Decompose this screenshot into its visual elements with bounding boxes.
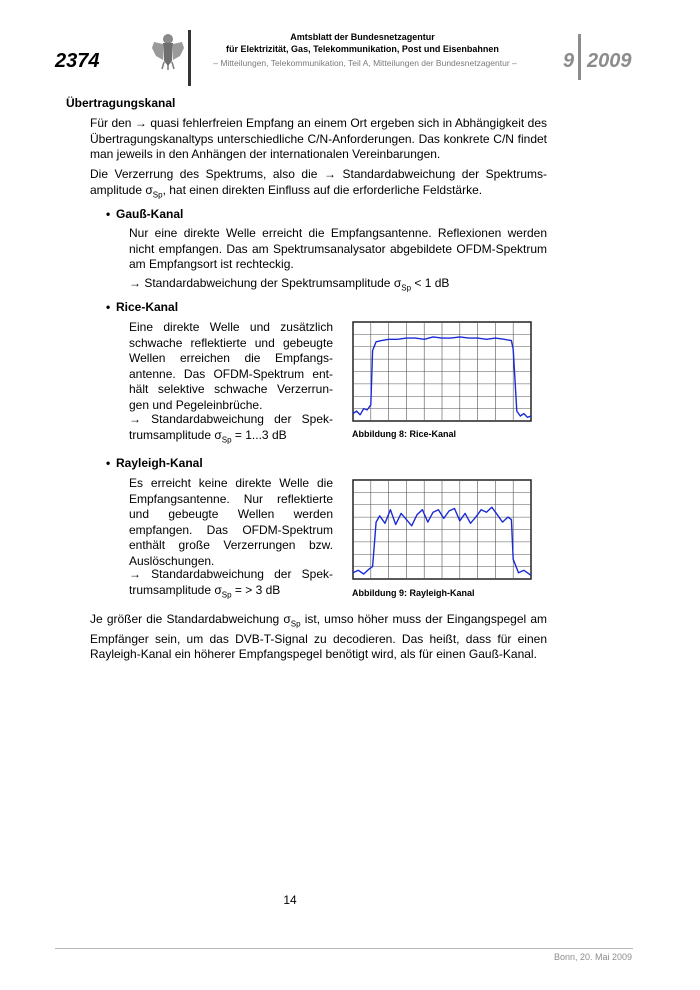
footer-rule (55, 948, 633, 949)
bullet-icon: • (106, 456, 111, 470)
journal-title (200, 31, 525, 55)
rayleigh-caption: Abbildung 9: Rayleigh-Kanal (352, 588, 475, 598)
issue-year: 2009 (587, 50, 632, 72)
rice-caption: Abbildung 8: Rice-Kanal (352, 429, 457, 439)
gauss-heading-label: Gauß-Kanal (116, 207, 184, 221)
conclusion-text-a: Je größer die Standardabweichung σ (90, 612, 291, 626)
rayleigh-result-subscript: Sp (221, 589, 232, 599)
conclusion-paragraph (90, 612, 547, 663)
issue-divider (578, 34, 581, 80)
rayleigh-spectrum-chart (351, 478, 533, 581)
gauss-result-b: < 1 dB (411, 276, 450, 290)
intro-paragraph: Für den → quasi fehlerfreien Empfang an einem Ort ergeben sich in Abhängigkeit des Übertragungskanaltyps unterschiedliche C/N-Anforderungen. Das konkrete C/N findet man jeweils in den Anhängen der internationalen Vereinbarungen. (90, 116, 547, 161)
gauss-text: Nur eine direkte Welle erreicht die Empfangsantenne. Reflexionen werden nicht empfangen. Das am Spektrumsanalysator abgebildete OFDM-Spektrum am Empfangsort ist rechteckig. (129, 226, 547, 271)
journal-subtitle: – Mitteilungen, Telekommunikation, Teil A, Mitteilungen der Bundesnetzagentur – (213, 58, 517, 68)
footer-date: Bonn, 20. Mai 2009 (553, 952, 632, 962)
rayleigh-result-b: = > 3 dB (231, 582, 281, 597)
rice-result-b: = 1...3 dB (231, 427, 287, 442)
rayleigh-result-a: → Standardabweichung der Spek-trumsamplitude σ (129, 567, 333, 597)
rice-result-subscript: Sp (221, 434, 232, 444)
rice-result (129, 412, 333, 447)
conclusion-text-b: ist, umso höher muss der Eingangspegel am Empfänger sein, um das DVB-T-Signal zu decodieren. Das heißt, dass für einen Rayleigh-Kanal ein höherer Empfangspegel benötigt wird, als für einen Gauß-Kanal. (90, 612, 548, 662)
rice-result-a: → Standardabweichung der Spek-trumsamplitude σ (129, 412, 333, 442)
gauss-result (129, 276, 547, 296)
conclusion-subscript: Sp (290, 619, 301, 629)
rice-text: Eine direkte Welle und zusätzlich schwache reflektierte und gebeugte Wellen erreichen die Empfangs-antenne. Das OFDM-Spektrum ent-hält selektive schwache Verzerrun-gen und Pegeleinbrüche. (129, 320, 333, 412)
header-divider (188, 30, 191, 86)
bullet-icon: • (106, 300, 111, 314)
distortion-text-a: Die Verzerrung des Spektrums, also die → Standardabweichung der Spektrums-amplitude σ (90, 167, 547, 197)
gauss-heading (106, 207, 183, 221)
gauss-result-a: → Standardabweichung der Spektrumsamplitude σ (129, 276, 402, 290)
page-number-header: 2374 (55, 50, 100, 72)
bullet-icon: • (106, 207, 111, 221)
rayleigh-heading (106, 456, 203, 470)
rice-heading-label: Rice-Kanal (116, 300, 179, 314)
distortion-paragraph (90, 167, 547, 202)
rayleigh-result (129, 567, 333, 602)
page-number-bottom: 14 (283, 893, 297, 907)
journal-title-line2: für Elektrizität, Gas, Telekommunikation, Post und Eisenbahnen (226, 44, 499, 54)
rice-spectrum-chart (351, 320, 533, 423)
gauss-result-subscript: Sp (401, 283, 412, 293)
distortion-text-b: , hat einen direkten Einfluss auf die erforderliche Feldstärke. (162, 182, 483, 197)
journal-title-line1: Amtsblatt der Bundesnetzagentur (290, 32, 435, 42)
rayleigh-text: Es erreicht keine direkte Welle die Empfangsantenne. Nur reflektierte und gebeugte Wellen werden empfangen. Das OFDM-Spektrum enthält große Verzerrungen bzw. Auslöschungen. (129, 476, 333, 568)
sigma-subscript: Sp (152, 189, 163, 199)
federal-eagle-icon (150, 30, 186, 70)
rice-heading (106, 300, 178, 314)
section-heading: Übertragungskanal (66, 96, 176, 110)
rayleigh-heading-label: Rayleigh-Kanal (116, 456, 203, 470)
issue-number: 9 (563, 50, 575, 72)
